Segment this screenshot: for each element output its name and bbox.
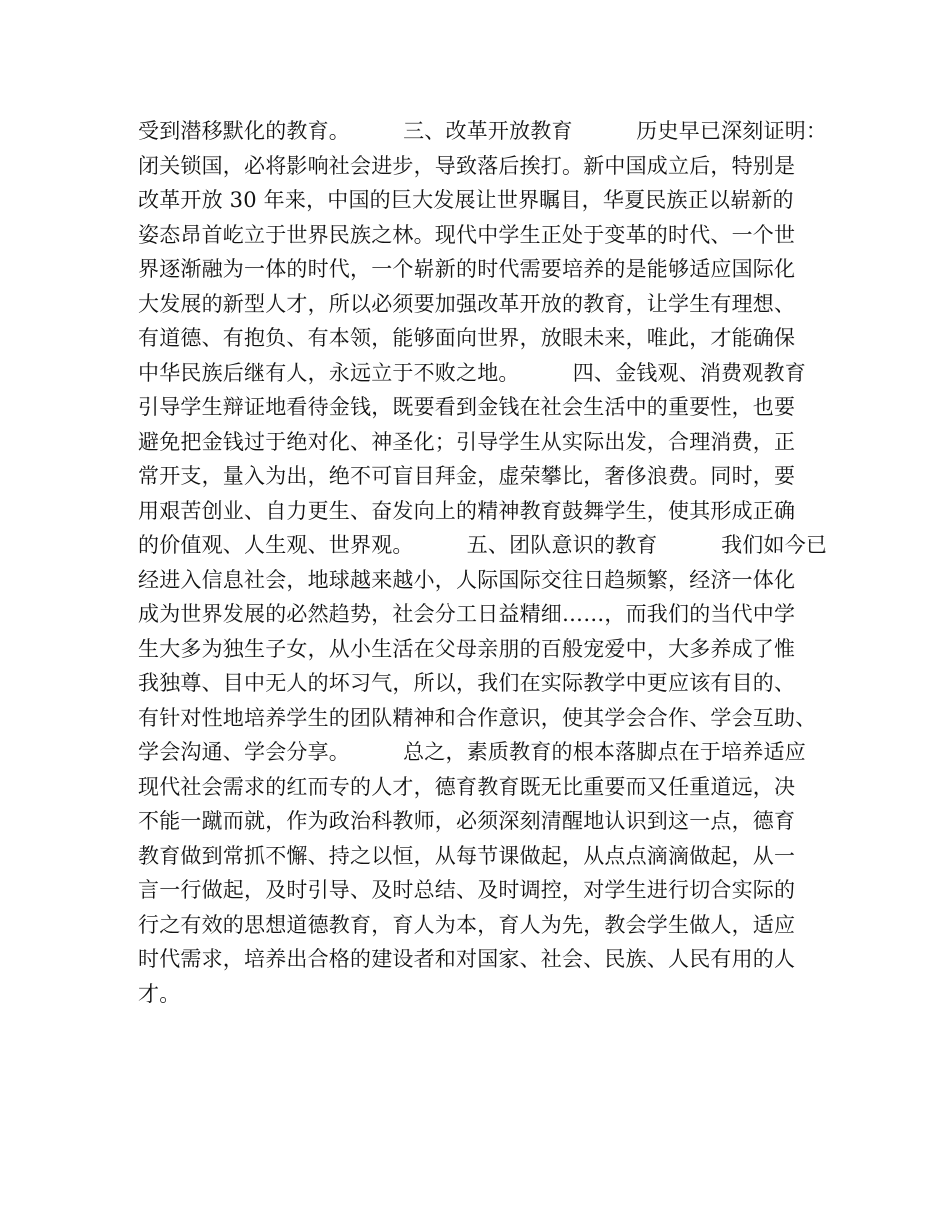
text-line: 受到潜移默化的教育。 三、改革开放教育 历史早已深刻证明：: [138, 119, 828, 143]
text-line: 教育做到常抓不懈、持之以恒，从每节课做起，从点点滴滴做起，从一: [138, 843, 796, 868]
text-line: 大发展的新型人才，所以必须要加强改革开放的教育，让学生有理想、: [138, 291, 796, 316]
text-line: 我独尊、目中无人的坏习气，所以，我们在实际教学中更应该有目的、: [138, 671, 796, 695]
text-line: 中华民族后继有人，永远立于不败之地。 四、金钱观、消费观教育: [138, 360, 806, 385]
text-line: 常开支，量入为出，绝不可盲目拜金，虚荣攀比，奢侈浪费。同时，要: [138, 464, 796, 488]
text-line: 的价值观、人生观、世界观。 五、团队意识的教育 我们如今已: [138, 533, 828, 557]
text-line: 学会沟通、学会分享。 总之，素质教育的根本落脚点在于培养适应: [138, 740, 806, 764]
text-line: 有道德、有抱负、有本领，能够面向世界，放眼未来，唯此，才能确保: [138, 326, 796, 350]
text-line: 言一行做起，及时引导、及时总结、及时调控，对学生进行切合实际的: [138, 878, 796, 902]
text-line: 闭关锁国，必将影响社会进步，导致落后挨打。新中国成立后，特别是: [138, 153, 796, 178]
text-line: 行之有效的思想道德教育，育人为本，育人为先，教会学生做人，适应: [138, 912, 796, 937]
text-line: 不能一蹴而就，作为政治科教师，必须深刻清醒地认识到这一点，德育: [138, 809, 796, 833]
text-line: 经进入信息社会，地球越来越小，人际国际交往日趋频繁，经济一体化: [138, 567, 796, 592]
text-line: 用艰苦创业、自力更生、奋发向上的精神教育鼓舞学生，使其形成正确: [138, 498, 796, 523]
text-line: 引导学生辩证地看待金钱，既要看到金钱在社会生活中的重要性，也要: [138, 395, 796, 419]
text-line: 界逐渐融为一体的时代，一个崭新的时代需要培养的是能够适应国际化: [138, 257, 796, 281]
text-line: 生大多为独生子女，从小生活在父母亲朋的百般宠爱中，大多养成了惟: [138, 636, 796, 661]
text-line: 成为世界发展的必然趋势，社会分工日益精细……，而我们的当代中学: [138, 602, 796, 626]
text-line: 避免把金钱过于绝对化、神圣化；引导学生从实际出发，合理消费，正: [138, 429, 796, 454]
text-line: 改革开放 30 年来，中国的巨大发展让世界瞩目，华夏民族正以崭新的: [138, 188, 794, 212]
text-line: 时代需求，培养出合格的建设者和对国家、社会、民族、人民有用的人: [138, 947, 796, 971]
body-text: [138, 114, 828, 1011]
text-line: 有针对性地培养学生的团队精神和合作意识，使其学会合作、学会互助、: [138, 705, 817, 730]
text-line: 才。: [138, 981, 181, 1006]
text-line: 现代社会需求的红而专的人才，德育教育既无比重要而又任重道远，决: [138, 774, 796, 799]
text-line: 姿态昂首屹立于世界民族之林。现代中学生正处于变革的时代、一个世: [138, 222, 796, 247]
